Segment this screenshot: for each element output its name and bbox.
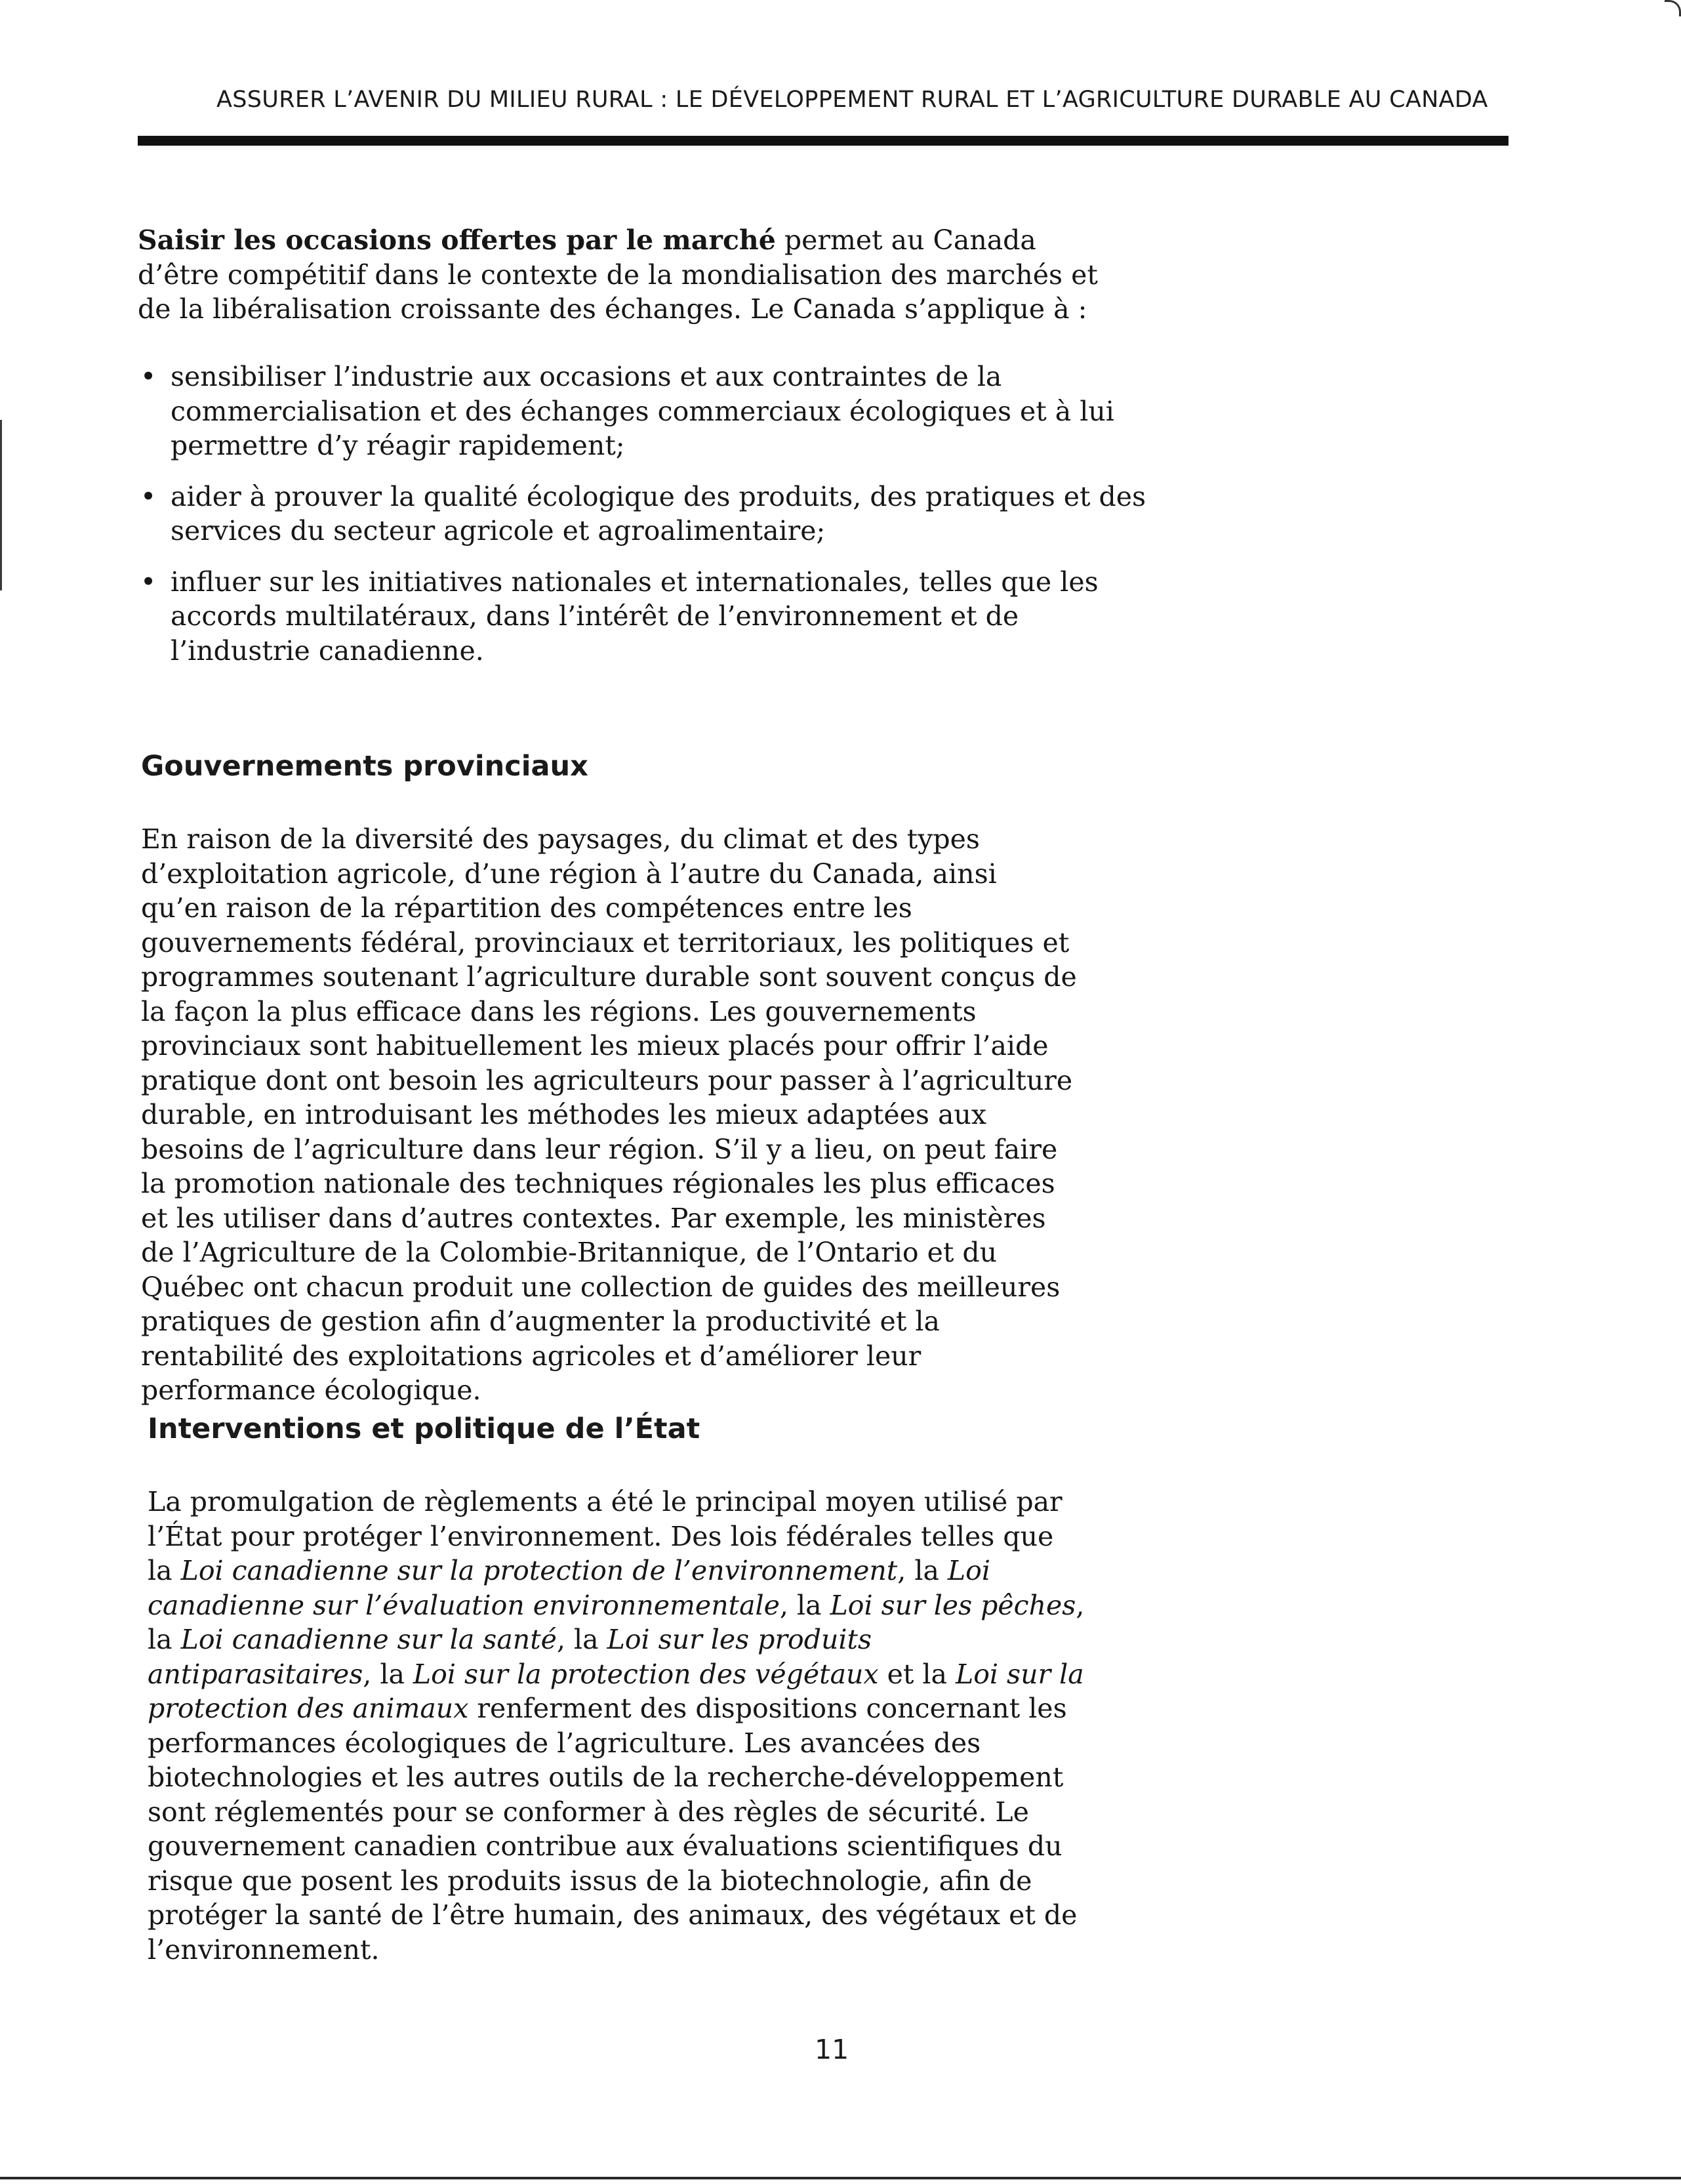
section-heading-state: Interventions et politique de l’État (148, 1412, 700, 1445)
list-item-text: aider à prouver la qualité écologique des produits, des pratiques et des services du secteur agricole et agroalimentaire; (171, 480, 1146, 546)
law-title: Loi sur les produits antiparasitaires (148, 1624, 872, 1690)
list-item (138, 360, 1161, 463)
state-paragraph (148, 1485, 1085, 1967)
scan-corner (1665, 0, 1681, 16)
intro-lead-rest: permet au Canada d’être compétitif dans le contexte de la mondialisation des marchés et de la libéralisation croissante des échanges. Le Canada s’applique à : (138, 224, 1098, 325)
header-rule (138, 136, 1509, 146)
bullet-icon: • (140, 480, 157, 512)
law-title: Loi canadienne sur l’évaluation environnementale (148, 1555, 990, 1621)
state-text: , la (363, 1658, 413, 1690)
list-item (138, 565, 1161, 669)
running-header: ASSURER L’AVENIR DU MILIEU RURAL : LE DÉVELOPPEMENT RURAL ET L’AGRICULTURE DURABLE AU CANADA (216, 87, 1488, 113)
state-text: La promulgation de règlements a été le principal moyen utilisé par l’État pour protéger l’environnement. Des lois fédérales telles que la (148, 1486, 1063, 1586)
law-title: Loi canadienne sur la santé (180, 1624, 557, 1655)
intro-lead-bold: Saisir les occasions offertes par le marché (138, 224, 776, 256)
state-text: , la (779, 1589, 830, 1621)
law-title: Loi sur la protection des végétaux (413, 1658, 879, 1690)
bullet-icon: • (140, 361, 157, 392)
law-title: Loi canadienne sur la protection de l’environnement (180, 1555, 898, 1586)
law-title: Loi sur la protection des animaux (148, 1658, 1084, 1724)
law-title: Loi sur les pêches (830, 1589, 1076, 1621)
state-text: , la (897, 1555, 948, 1586)
state-text: , la (556, 1624, 607, 1655)
state-text: et la (878, 1658, 956, 1690)
list-item (138, 480, 1161, 548)
state-text: renferment des dispositions concernant les performances écologiques de l’agriculture. Les avancées des biotechnologies et les autres outils de la recherche-développement sont réglementés pour se conformer à des règles de sécurité. Le gouvernement canadien contribue aux évaluations scientifiques du risque que posent les produits issus de la biotechnologie, afin de protéger la santé de l’être humain, des animaux, des végétaux et de l’environnement. (148, 1693, 1078, 1966)
list-item-text: sensibiliser l’industrie aux occasions et aux contraintes de la commercialisation et des échanges commerciaux écologiques et à lui permettre d’y réagir rapidement; (171, 361, 1114, 461)
provinces-paragraph: En raison de la diversité des paysages, du climat et des types d’exploitation agricole, d’une région à l’autre du Canada, ainsi qu’en raison de la répartition des compétences entre les gouvernements fédéral, provinciaux et territoriaux, les politiques et programmes soutenant l’agriculture durable sont souvent conçus de la façon la plus efficace dans les régions. Les gouvernements provinciaux sont habituellement les mieux placés pour offrir l’aide pratique dont ont besoin les agriculteurs pour passer à l’agriculture durable, en introduisant les méthodes les mieux adaptées aux besoins de l’agriculture dans leur région. S’il y a lieu, on peut faire la promotion nationale des techniques régionales les plus efficaces et les utiliser dans d’autres contextes. Par exemple, les ministères de l’Agriculture de la Colombie-Britannique, de l’Ontario et du Québec ont chacun produit une collection de guides des meilleures pratiques de gestion afin d’augmenter la productivité et la rentabilité des exploitations agricoles et d’améliorer leur performance écologique. (141, 823, 1077, 1406)
bullet-list (138, 360, 1161, 684)
scan-edge (0, 420, 2, 590)
intro-paragraph (138, 223, 1108, 327)
bullet-icon: • (140, 566, 157, 598)
scan-edge (0, 2177, 1681, 2179)
list-item-text: influer sur les initiatives nationales et internationales, telles que les accords multilatéraux, dans l’intérêt de l’environnement et de l’industrie canadienne. (171, 566, 1099, 667)
page-number: 11 (815, 2034, 849, 2065)
section-heading-provinces: Gouvernements provinciaux (141, 750, 588, 783)
state-text: , la (148, 1589, 1085, 1655)
